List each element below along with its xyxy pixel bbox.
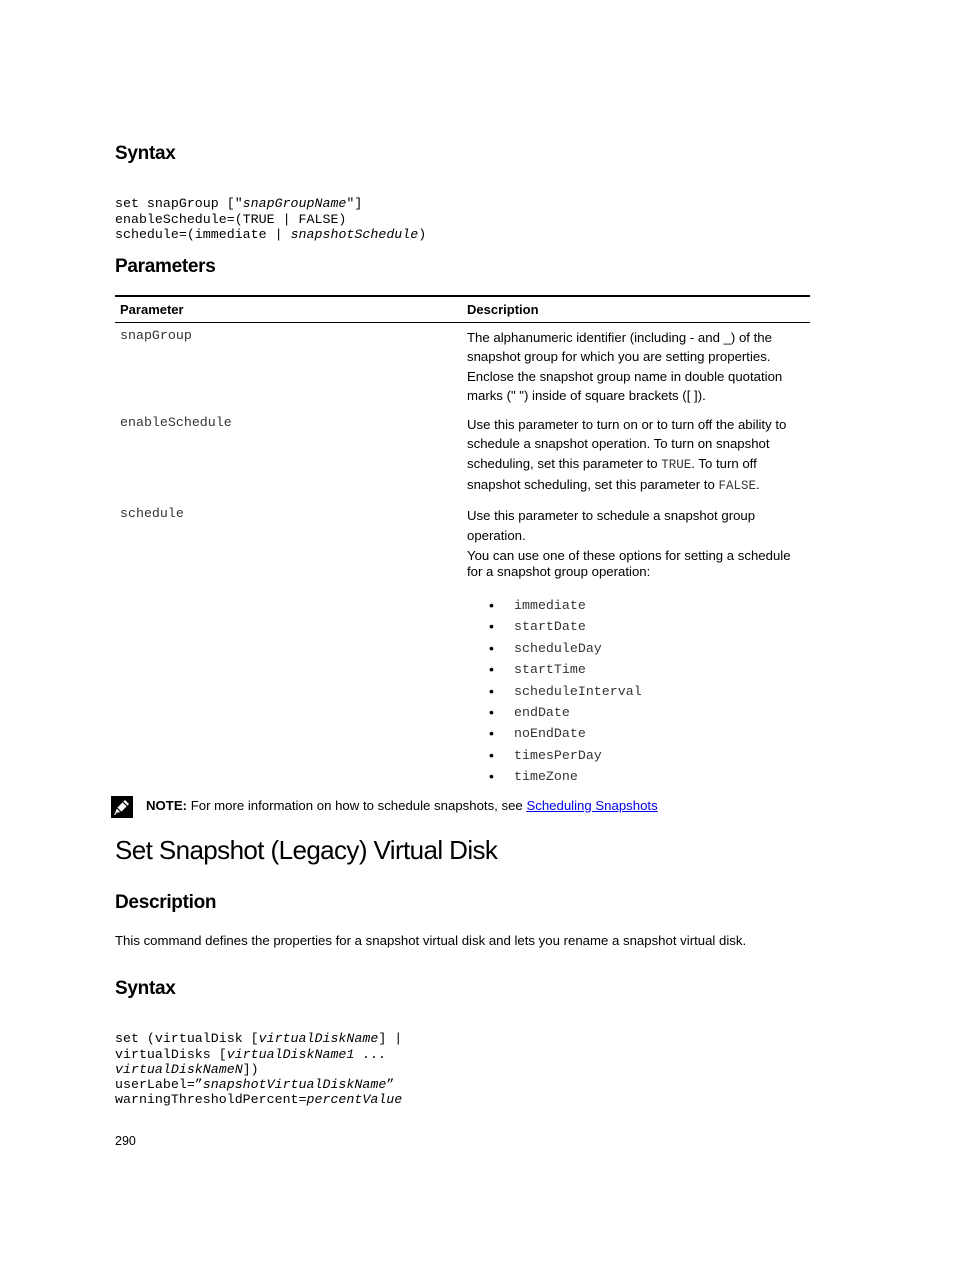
code-line: warningThresholdPercent=percentValue bbox=[115, 1092, 403, 1108]
table-row bbox=[115, 323, 810, 416]
description-text: You can use one of these options for setting a schedule for a snapshot group operation: bbox=[467, 547, 791, 579]
description-heading: Description bbox=[115, 892, 217, 913]
column-header-parameter: Parameter bbox=[115, 296, 462, 323]
note-text: NOTE: For more information on how to schedule snapshots, see Scheduling Snapshots bbox=[146, 798, 658, 813]
list-item: • timeZone bbox=[489, 768, 578, 785]
code-line: userLabel=”snapshotVirtualDiskName” bbox=[115, 1077, 395, 1093]
code-line: enableSchedule=(TRUE | FALSE) bbox=[115, 211, 347, 227]
list-item: • endDate bbox=[489, 703, 570, 720]
param-name: enableSchedule bbox=[120, 415, 232, 431]
code-line: virtualDisks [virtualDiskName1 ... bbox=[115, 1046, 387, 1062]
code-false: FALSE bbox=[718, 479, 756, 494]
description-text: Use this parameter to schedule a snapshot group operation. bbox=[467, 508, 756, 543]
parameters-heading: Parameters bbox=[115, 256, 216, 277]
page-number: 290 bbox=[115, 1134, 136, 1148]
code-line: virtualDiskNameN]) bbox=[115, 1061, 259, 1077]
column-header-description: Description bbox=[462, 296, 810, 323]
description-text: Use this parameter to turn on or to turn off the ability to schedule a snapshot operation. To turn on snapshot scheduling, set this parameter to TRUE. To turn off snapshot scheduling, set this parameter to FALSE. bbox=[467, 417, 787, 494]
syntax-code-block bbox=[115, 181, 426, 257]
note-pencil-icon bbox=[111, 796, 133, 818]
code-line: schedule=(immediate | snapshotSchedule) bbox=[115, 226, 427, 242]
param-name: schedule bbox=[120, 506, 184, 522]
code-line: set snapGroup ["snapGroupName"] bbox=[115, 196, 363, 212]
table-row bbox=[115, 415, 810, 506]
list-item: • startTime bbox=[489, 661, 586, 678]
list-item: • noEndDate bbox=[489, 725, 586, 742]
scheduling-snapshots-link[interactable]: Scheduling Snapshots bbox=[526, 798, 658, 813]
list-item: • scheduleDay bbox=[489, 639, 602, 656]
param-name: snapGroup bbox=[120, 328, 192, 343]
syntax-heading: Syntax bbox=[115, 143, 176, 164]
description-text: The alphanumeric identifier (including - and _) of the snapshot group for which you are setting properties. Enclose the snapshot group name in double quotation marks (" ") inside of square brackets ([ ]). bbox=[467, 330, 783, 403]
list-item: • immediate bbox=[489, 596, 586, 613]
code-line: set (virtualDisk [virtualDiskName] | bbox=[115, 1031, 403, 1047]
schedule-options-list bbox=[467, 595, 805, 788]
syntax-code-block bbox=[115, 1016, 402, 1123]
table-header-row bbox=[115, 296, 810, 323]
param-description bbox=[462, 506, 810, 787]
list-item: • scheduleInterval bbox=[489, 682, 642, 699]
syntax-heading: Syntax bbox=[115, 978, 176, 999]
page-title: Set Snapshot (Legacy) Virtual Disk bbox=[115, 835, 498, 865]
list-item: • startDate bbox=[489, 618, 586, 635]
list-item: • timesPerDay bbox=[489, 746, 602, 763]
note-label: NOTE: bbox=[146, 798, 188, 813]
table-row bbox=[115, 506, 810, 787]
param-description bbox=[462, 323, 810, 416]
param-description bbox=[462, 415, 810, 506]
code-true: TRUE bbox=[661, 457, 692, 472]
parameters-table bbox=[115, 295, 810, 787]
description-paragraph: This command defines the properties for a snapshot virtual disk and lets you rename a snapshot virtual disk. bbox=[115, 933, 747, 948]
